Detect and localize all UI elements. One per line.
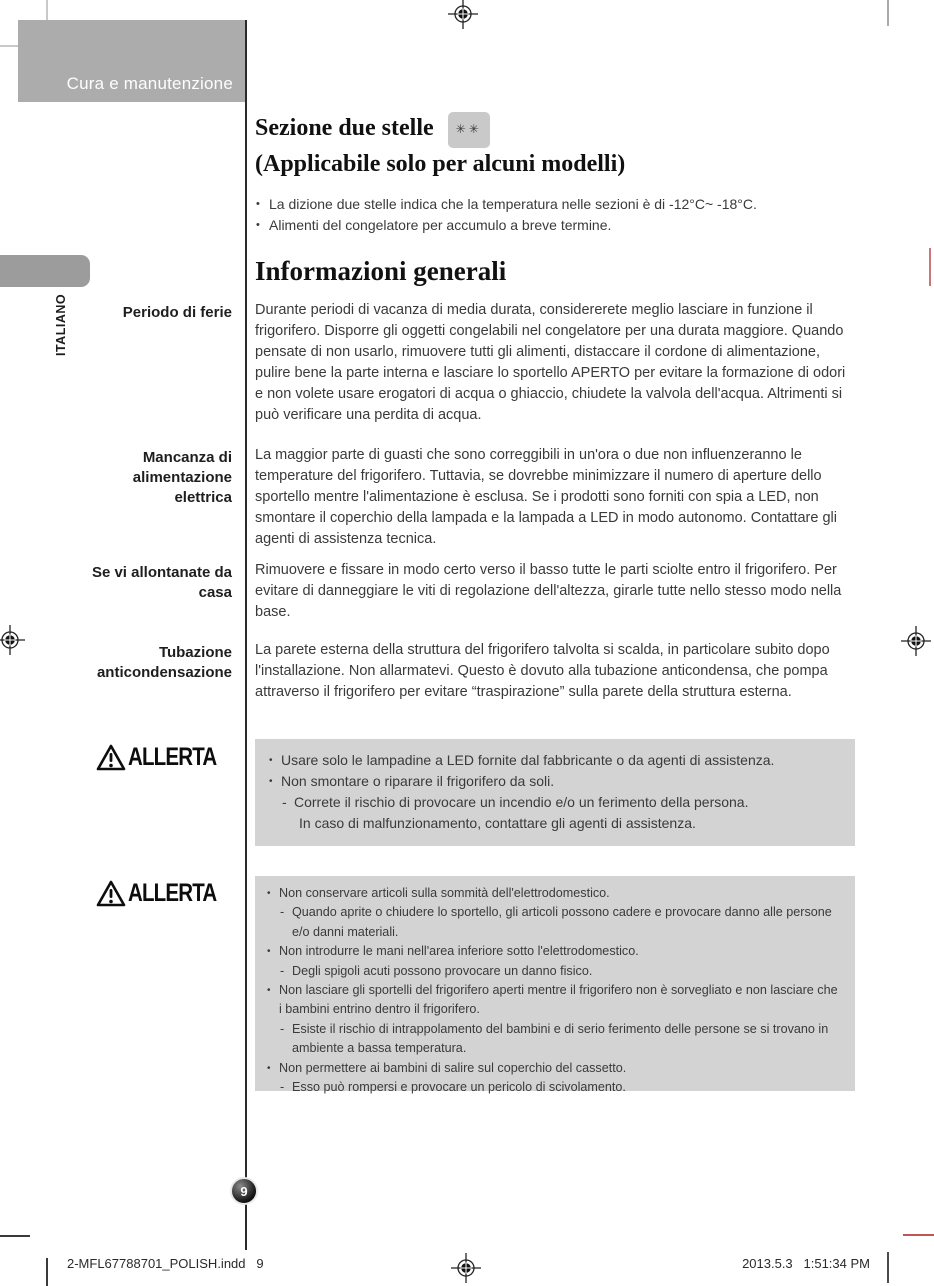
alert-item (280, 962, 843, 981)
alert-item-text: Non conservare articoli sulla sommità dell'elettrodomestico. (279, 886, 610, 900)
title-line2: (Applicabile solo per alcuni modelli) (255, 151, 626, 177)
alert-box-1 (255, 739, 855, 846)
column-divider (245, 20, 247, 1250)
section-label-allontanate-da-casa: Se vi allontanate da casa (91, 564, 232, 601)
section-paragraph-allontanate-da-casa: Rimuovere e fissare in modo certo verso il basso tutte le parti sciolte entro il frigorifero. Per evitare di danneggiare le viti di regolazione dell'altezza, girarle tutte nello stesso modo nella base. (255, 562, 842, 620)
page-number: 9 (240, 1183, 248, 1199)
alert-item-text: Correte il rischio di provocare un incendio e/o un ferimento della persona. (294, 794, 749, 810)
section-paragraph-tubazione-anticondensazione: La parete esterna della struttura del frigorifero talvolta si scalda, in particolare subito dopo l'installazione. Non allarmatevi. Questo è dovuto alla tubazione anticondensa, che pompa attraverso il frigorifero per evitare “traspirazione” sulla parete della struttura esterna. (255, 642, 830, 700)
bullet-marker: • (256, 198, 260, 210)
alert-item (269, 771, 841, 792)
alert-label-text: ALLERTA (128, 743, 217, 771)
warning-icon (96, 880, 126, 907)
language-tab-pill (0, 255, 90, 287)
dash-marker: - (280, 905, 285, 920)
alert-item (280, 1078, 843, 1097)
page-title (255, 112, 625, 181)
bullet-marker: • (256, 219, 260, 231)
list-item (256, 215, 896, 236)
list-item (256, 194, 896, 215)
intro-bullet-list (256, 194, 896, 236)
crop-mark-bottom-right-red (903, 1234, 934, 1236)
crop-mark-bottom-left-horizontal (0, 1235, 30, 1237)
bullet-marker: • (267, 1062, 271, 1074)
alert-item-text: Non introdurre le mani nell'area inferiore sotto l'elettrodomestico. (279, 944, 639, 959)
dash-marker: - (282, 794, 287, 810)
alert-item-text: Usare solo le lampadine a LED fornite dal fabbricante o da agenti di assistenza. (281, 752, 775, 768)
crop-mark-top-right-vertical (887, 0, 889, 26)
section-label-mancanza-alimentazione: Mancanza di alimentazione elettrica (132, 449, 232, 506)
dash-marker: - (280, 1080, 285, 1095)
registration-mark-left (0, 625, 25, 655)
alert-item-text: In caso di malfunzionamento, contattare gli agenti di assistenza. (299, 815, 696, 831)
crop-mark-right-edge-red (929, 248, 931, 286)
alert-box-2 (255, 876, 855, 1095)
alert-item (267, 1059, 843, 1078)
alert-item (269, 750, 841, 771)
alert-label-2 (80, 879, 236, 908)
two-star-badge: ✳✳ (448, 112, 490, 148)
registration-mark-top (448, 0, 478, 29)
footer-timestamp: 2013.5.3 1:51:34 PM (742, 1256, 870, 1271)
title-line1: Sezione due stelle (255, 115, 434, 141)
bullet-marker: • (269, 776, 273, 787)
intro-bullet-text: La dizione due stelle indica che la temperatura nelle sezioni è di -12°C~ -18°C. (269, 196, 757, 212)
warning-icon (96, 744, 126, 771)
dash-marker: - (280, 1021, 285, 1036)
bullet-marker: • (267, 985, 271, 997)
chapter-tab-label: Cura e manutenzione (66, 74, 233, 93)
alert-item-text: Non smontare o riparare il frigorifero da soli. (281, 773, 555, 789)
alert-item (280, 1020, 843, 1059)
alert-label-text: ALLERTA (128, 879, 217, 907)
registration-mark-right (901, 626, 931, 656)
registration-mark-bottom (451, 1253, 481, 1283)
alert-item (299, 813, 841, 834)
intro-bullet-text: Alimenti del congelatore per accumulo a breve termine. (269, 217, 612, 233)
dash-marker: - (280, 963, 285, 978)
bullet-marker: • (267, 888, 271, 899)
section-paragraph-periodo-di-ferie: Durante periodi di vacanza di media durata, considererete meglio lasciare in funzione il frigorifero. Disporre gli oggetti congelabili nel congelatore per una durata maggiore. Quando pensate di non usarlo, rimuovere tutti gli alimenti, distaccare il cordone di alimentazione, pulire bene la parte interna e lasciare lo sportello APERTO per evitare la formazione di odori e non volete usare erogatori di acqua o ghiaccio, chiudete la valvola dell'acqua. Altrimenti si può verificare una perdita di acqua. (255, 302, 846, 423)
alert-item (267, 884, 843, 903)
footer-filename: 2-MFL67788701_POLISH.indd 9 (67, 1256, 264, 1271)
section-label-tubazione-anticondensazione: Tubazione anticondensazione (96, 644, 232, 681)
alert-item (267, 981, 843, 1020)
crop-mark-bottom-left-vertical (46, 1258, 48, 1286)
section-paragraph-mancanza-alimentazione: La maggior parte di guasti che sono correggibili in un'ora o due non influenzeranno le temperature del frigorifero. Tuttavia, se dovrebbe minimizzare il numero di aperture dello sportello mentre l'alimentazione è esclusa. Se i prodotti sono forniti con spia a LED, non smontare il coperchio della lampada e la lampada a LED in modo autonomo. Contattare gli agenti di assistenza tecnica. (255, 447, 837, 547)
alert-item-text: Degli spigoli acuti possono provocare un danno fisico. (292, 963, 593, 978)
alert-item-text: Non permettere ai bambini di salire sul coperchio del cassetto. (279, 1060, 627, 1075)
section-label-periodo-di-ferie: Periodo di ferie (122, 304, 232, 321)
alert-item-text: Quando aprite o chiudere lo sportello, gli articoli possono cadere e provocare danno alle persone e/o danni materiali. (292, 905, 832, 939)
alert-item-text: Non lasciare gli sportelli del frigorifero aperti mentre il frigorifero non è sorvegliato e non lasciare che i bambini entrino dentro il frigorifero. (279, 983, 838, 1017)
alert-item (280, 903, 843, 942)
page-number-badge (230, 1177, 258, 1205)
section-heading: Informazioni generali (255, 256, 507, 286)
alert-item (282, 792, 841, 813)
chapter-tab (18, 20, 245, 102)
alert-item-text: Esiste il rischio di intrappolamento del bambini e di serio ferimento delle persone se si trovano in ambiente a bassa temperatura. (292, 1021, 829, 1056)
crop-mark-bottom-right-vertical (887, 1252, 889, 1283)
alert-item (267, 942, 843, 961)
bullet-marker: • (269, 755, 273, 766)
alert-label-1 (80, 743, 236, 772)
alert-item-text: Esso può rompersi e provocare un pericolo di scivolamento. (292, 1080, 626, 1095)
language-vertical-label: ITALIANO (54, 293, 68, 356)
bullet-marker: • (267, 946, 271, 958)
